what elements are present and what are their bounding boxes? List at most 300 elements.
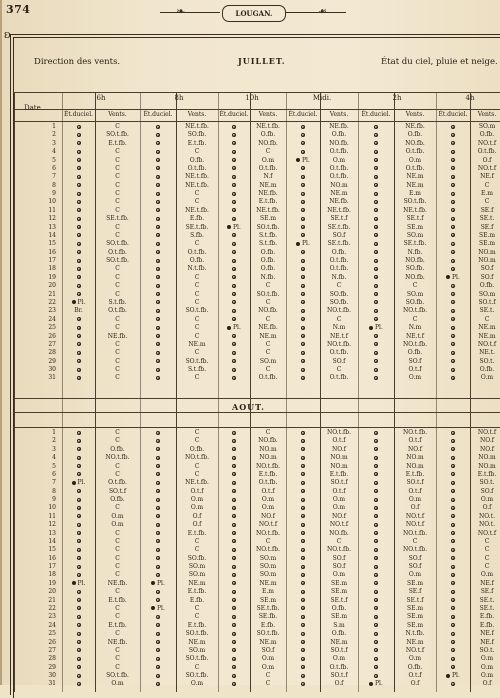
sky-state-icon bbox=[77, 175, 81, 179]
table-row bbox=[0, 257, 500, 265]
wind-cell: E.t.fb. bbox=[405, 470, 425, 478]
sky-cell bbox=[358, 307, 394, 315]
day-number: 4 bbox=[52, 148, 56, 156]
wind-cell: O.fb. bbox=[407, 349, 423, 357]
sky-cell bbox=[358, 639, 394, 647]
day-number: 22 bbox=[48, 298, 56, 306]
sky-state-icon bbox=[232, 275, 236, 279]
wind-cell: C bbox=[115, 646, 120, 654]
sky-state-icon bbox=[374, 342, 378, 346]
sky-state-icon bbox=[374, 523, 378, 527]
sky-state-icon bbox=[232, 233, 236, 237]
sky-cell bbox=[436, 521, 470, 529]
table-row bbox=[0, 571, 500, 579]
sky-cell bbox=[62, 622, 95, 630]
wind-cell: O.f bbox=[482, 680, 492, 688]
sky-state-icon bbox=[232, 359, 236, 363]
wind-cell: O.m bbox=[261, 156, 275, 164]
sky-cell bbox=[358, 538, 394, 546]
wind-cell: C bbox=[336, 282, 342, 290]
table-row bbox=[0, 538, 500, 546]
sky-state-icon bbox=[451, 523, 455, 527]
sky-cell bbox=[436, 664, 470, 672]
sky-state-icon bbox=[232, 539, 236, 543]
wind-cell: O.m bbox=[332, 655, 346, 663]
wind-cell: NE.m bbox=[188, 638, 206, 646]
sky-state-icon bbox=[77, 368, 81, 372]
sky-state-icon bbox=[301, 200, 305, 204]
sky-cell bbox=[358, 580, 394, 588]
wind-cell: NE.m bbox=[259, 332, 277, 340]
wind-cell: O.t.fb. bbox=[329, 148, 349, 156]
sky-cell bbox=[218, 140, 250, 148]
sky-cell bbox=[436, 207, 470, 215]
sky-cell bbox=[436, 265, 470, 273]
wind-cell: NE.fb. bbox=[107, 579, 128, 587]
sky-cell bbox=[62, 341, 95, 349]
sky-cell bbox=[286, 307, 320, 315]
sky-state-icon bbox=[77, 125, 81, 129]
sky-cell bbox=[436, 555, 470, 563]
sky-cell bbox=[436, 182, 470, 190]
sky-cell bbox=[62, 504, 95, 512]
sky-cell: Pl. bbox=[358, 324, 394, 332]
sky-cell bbox=[140, 265, 176, 273]
wind-cell: C bbox=[115, 655, 120, 663]
sky-cell bbox=[62, 463, 95, 471]
wind-cell: C bbox=[115, 663, 120, 671]
table-row bbox=[0, 471, 500, 479]
sky-state-icon bbox=[156, 623, 160, 627]
table-row bbox=[0, 521, 500, 529]
sky-state-icon bbox=[156, 456, 160, 460]
table-row bbox=[0, 333, 500, 341]
sky-cell bbox=[436, 639, 470, 647]
sky-cell bbox=[140, 504, 176, 512]
wind-cell: SO.f bbox=[332, 554, 346, 562]
wind-cell: C bbox=[484, 554, 490, 562]
wind-cell: O.fb. bbox=[189, 257, 205, 265]
sky-cell bbox=[140, 131, 176, 139]
wind-cell: C bbox=[115, 437, 120, 445]
sky-cell bbox=[436, 437, 470, 445]
wind-cell: SE.t.fb. bbox=[106, 215, 129, 223]
sky-state-icon bbox=[77, 250, 81, 254]
sky-state-icon bbox=[77, 208, 81, 212]
wind-cell: NE.m bbox=[188, 579, 206, 587]
sky-state-icon bbox=[451, 317, 455, 321]
wind-cell: NE.t.fb. bbox=[256, 206, 280, 214]
sky-state-icon bbox=[374, 648, 378, 652]
wind-cell: N.f bbox=[263, 173, 273, 181]
sky-state-icon bbox=[232, 489, 236, 493]
sky-cell bbox=[358, 530, 394, 538]
wind-cell: NE.t.fb. bbox=[185, 479, 209, 487]
sky-cell bbox=[218, 479, 250, 487]
wind-cell: O.fb. bbox=[110, 445, 125, 453]
sky-state-icon bbox=[232, 606, 236, 610]
wind-cell: SE.t.fb. bbox=[403, 240, 427, 248]
sky-state-icon bbox=[301, 556, 305, 560]
wind-cell: O.t.f bbox=[332, 437, 346, 445]
wind-cell: C bbox=[194, 298, 200, 306]
sky-cell bbox=[62, 597, 95, 605]
day-number: 31 bbox=[48, 374, 56, 382]
sky-state-icon bbox=[301, 573, 305, 577]
sky-cell bbox=[218, 182, 250, 190]
sky-cell bbox=[436, 249, 470, 257]
sky-state-icon bbox=[451, 309, 455, 313]
wind-cell: NO.t.fb. bbox=[326, 429, 351, 436]
sky-cell bbox=[140, 521, 176, 529]
wind-cell: C bbox=[265, 148, 271, 156]
day-number: 19 bbox=[48, 579, 56, 587]
sky-state-icon bbox=[451, 267, 455, 271]
sky-cell bbox=[218, 190, 250, 198]
wind-cell: O.fb. bbox=[260, 248, 276, 256]
sky-state-icon bbox=[156, 150, 160, 154]
sky-state-icon bbox=[301, 640, 305, 644]
wind-cell: C bbox=[115, 571, 120, 579]
day-number: 18 bbox=[48, 571, 56, 579]
sky-state-icon bbox=[232, 208, 236, 212]
sky-state-icon bbox=[451, 472, 455, 476]
wind-cell: SO.t. bbox=[479, 357, 495, 365]
sky-cell bbox=[218, 165, 250, 173]
wind-cell: C bbox=[484, 546, 490, 554]
wind-cell: C bbox=[194, 273, 200, 281]
sky-cell bbox=[218, 429, 250, 437]
day-number: 10 bbox=[48, 504, 56, 512]
sky-state-icon bbox=[374, 498, 378, 502]
wind-cell: O.m bbox=[111, 512, 124, 520]
sky-state-icon bbox=[451, 208, 455, 212]
wind-cell: SO.fb. bbox=[405, 265, 425, 273]
sky-state-icon bbox=[451, 242, 455, 246]
sky-state-icon bbox=[156, 326, 160, 330]
wind-cell: O.f bbox=[192, 512, 202, 520]
table-row bbox=[0, 504, 500, 512]
sky-cell bbox=[62, 207, 95, 215]
sky-cell bbox=[286, 429, 320, 437]
sky-cell bbox=[62, 173, 95, 181]
wind-cell: O.t.f bbox=[408, 487, 422, 495]
day-number: 19 bbox=[48, 273, 56, 281]
day-number: 26 bbox=[48, 638, 56, 646]
sky-state-icon bbox=[77, 456, 81, 460]
day-number: 17 bbox=[48, 257, 56, 265]
sky-state-icon bbox=[301, 359, 305, 363]
sky-cell bbox=[286, 597, 320, 605]
day-number: 25 bbox=[48, 324, 56, 332]
sky-cell bbox=[62, 530, 95, 538]
wind-cell: C bbox=[265, 282, 271, 290]
wind-cell: C bbox=[412, 315, 418, 323]
wind-cell: O.fb. bbox=[331, 604, 347, 612]
table-row bbox=[0, 307, 500, 315]
wind-cell: O.t.f bbox=[408, 437, 422, 445]
sky-cell bbox=[218, 232, 250, 240]
wind-cell: O.t.fb. bbox=[108, 248, 127, 256]
sky-state-icon bbox=[232, 300, 236, 304]
wind-cell: NE.fb. bbox=[107, 638, 128, 646]
sky-cell bbox=[358, 429, 394, 437]
wind-cell: SO.f bbox=[480, 487, 494, 495]
sky-state-icon bbox=[301, 498, 305, 502]
sky-cell bbox=[140, 437, 176, 445]
wind-cell: O.m bbox=[261, 496, 275, 504]
sky-cell bbox=[358, 249, 394, 257]
sky-state-icon bbox=[77, 275, 81, 279]
table-row bbox=[0, 563, 500, 571]
wind-cell: C bbox=[115, 156, 120, 164]
sky-cell bbox=[436, 630, 470, 638]
wind-cell: S.fb. bbox=[190, 231, 204, 239]
sky-state-icon bbox=[156, 334, 160, 338]
table-row bbox=[0, 274, 500, 282]
running-head: LOUGAN. bbox=[222, 5, 286, 22]
sky-cell bbox=[358, 299, 394, 307]
sky-cell: Pl. bbox=[140, 605, 176, 613]
sky-cell bbox=[436, 571, 470, 579]
sky-cell bbox=[140, 496, 176, 504]
wind-cell: NO.m bbox=[478, 257, 496, 265]
hour-header: 10h bbox=[245, 94, 259, 102]
sky-cell bbox=[286, 198, 320, 206]
sky-state-icon bbox=[232, 183, 236, 187]
wind-cell: NO.f bbox=[332, 445, 346, 453]
sky-cell bbox=[140, 571, 176, 579]
sky-cell bbox=[436, 538, 470, 546]
sky-state-icon bbox=[301, 606, 305, 610]
sky-cell bbox=[140, 374, 176, 382]
sky-cell bbox=[218, 463, 250, 471]
sky-cell bbox=[218, 655, 250, 663]
table-row bbox=[0, 546, 500, 554]
sky-state-icon bbox=[156, 431, 160, 435]
wind-cell: O.m bbox=[408, 571, 422, 579]
sky-cell: Pl. bbox=[62, 299, 95, 307]
sky-cell bbox=[218, 173, 250, 181]
sky-cell bbox=[286, 316, 320, 324]
sky-state-icon bbox=[301, 183, 305, 187]
sky-state-icon bbox=[301, 648, 305, 652]
wind-cell: SO.t.f bbox=[478, 298, 496, 306]
wind-cell: NO.t.fb. bbox=[402, 546, 427, 554]
sky-state-icon bbox=[374, 242, 378, 246]
wind-cell: O.m bbox=[261, 663, 275, 671]
sky-cell bbox=[286, 173, 320, 181]
sky-cell bbox=[218, 488, 250, 496]
wind-cell: NE.f bbox=[480, 638, 494, 646]
sky-state-icon bbox=[451, 606, 455, 610]
table-row bbox=[0, 349, 500, 357]
sky-cell bbox=[140, 291, 176, 299]
wind-cell: NE.t.fb. bbox=[256, 123, 280, 130]
wind-cell: C bbox=[194, 324, 200, 332]
sky-cell bbox=[286, 148, 320, 156]
sky-state-icon bbox=[374, 225, 378, 229]
sky-state-icon bbox=[232, 464, 236, 468]
day-number: 3 bbox=[52, 139, 56, 147]
sky-state-icon bbox=[374, 431, 378, 435]
wind-cell: C bbox=[194, 470, 200, 478]
sky-cell bbox=[436, 546, 470, 554]
sky-state-icon bbox=[451, 456, 455, 460]
sky-cell bbox=[286, 546, 320, 554]
wind-cell: C bbox=[194, 663, 200, 671]
wind-cell: SO.t.fb. bbox=[185, 672, 209, 680]
wind-cell: C bbox=[115, 123, 120, 130]
sky-cell bbox=[436, 513, 470, 521]
wind-cell: SO.m bbox=[188, 571, 206, 579]
ornament-flourish-right: ❧ bbox=[318, 5, 328, 18]
sky-state-icon bbox=[451, 359, 455, 363]
table-row bbox=[0, 366, 500, 374]
sky-cell bbox=[358, 240, 394, 248]
sky-state-icon bbox=[156, 125, 160, 129]
sky-cell bbox=[62, 563, 95, 571]
sky-cell: Pl. bbox=[62, 479, 95, 487]
wind-cell: E.fb. bbox=[189, 215, 205, 223]
sky-state-icon bbox=[374, 464, 378, 468]
wind-cell: SO.m bbox=[259, 554, 277, 562]
sky-state-icon bbox=[77, 472, 81, 476]
wind-cell: O.t.fb. bbox=[329, 663, 349, 671]
month-separator-top bbox=[14, 398, 500, 399]
sky-cell bbox=[140, 182, 176, 190]
sky-cell bbox=[358, 198, 394, 206]
sky-cell bbox=[62, 349, 95, 357]
sky-cell bbox=[286, 605, 320, 613]
wind-cell: O.t.fb. bbox=[258, 479, 278, 487]
sky-cell bbox=[62, 613, 95, 621]
sky-state-icon bbox=[156, 472, 160, 476]
sky-cell bbox=[218, 366, 250, 374]
wind-cell: SE.m bbox=[330, 579, 348, 587]
sky-state-icon bbox=[232, 250, 236, 254]
hour-header: Midi. bbox=[312, 94, 332, 102]
sky-cell bbox=[62, 333, 95, 341]
wind-cell: E.fb. bbox=[479, 613, 495, 621]
sky-cell bbox=[62, 240, 95, 248]
sky-cell bbox=[286, 349, 320, 357]
sky-state-icon bbox=[374, 317, 378, 321]
wind-cell: SO.f bbox=[332, 231, 346, 239]
table-row bbox=[0, 622, 500, 630]
sky-cell bbox=[218, 374, 250, 382]
sky-cell bbox=[62, 454, 95, 462]
wind-cell: NO.t.fb. bbox=[402, 429, 427, 436]
wind-cell: E.t.fb. bbox=[329, 470, 349, 478]
wind-cell: C bbox=[115, 164, 120, 172]
wind-cell: E.m bbox=[409, 190, 421, 198]
sky-state-icon bbox=[301, 326, 305, 330]
sky-cell bbox=[140, 655, 176, 663]
sky-cell bbox=[358, 597, 394, 605]
sky-cell bbox=[140, 588, 176, 596]
sky-cell bbox=[436, 446, 470, 454]
wind-cell: SE.fb. bbox=[258, 613, 278, 621]
sky-state-icon bbox=[77, 514, 81, 518]
sky-state-icon bbox=[301, 309, 305, 313]
table-row bbox=[0, 605, 500, 613]
sky-cell bbox=[218, 316, 250, 324]
sky-cell bbox=[218, 664, 250, 672]
sky-cell bbox=[286, 437, 320, 445]
wind-cell: C bbox=[336, 366, 342, 374]
sky-state-icon bbox=[301, 565, 305, 569]
sky-state-icon bbox=[301, 481, 305, 485]
sky-cell bbox=[358, 664, 394, 672]
day-number: 2 bbox=[52, 437, 56, 445]
sky-state-icon bbox=[374, 200, 378, 204]
sky-state-icon bbox=[301, 439, 305, 443]
wind-cell: O.m bbox=[332, 504, 346, 512]
sky-state-icon bbox=[374, 359, 378, 363]
wind-cell: SE.m bbox=[478, 231, 496, 239]
sky-state-icon bbox=[301, 632, 305, 636]
day-number: 6 bbox=[52, 470, 56, 478]
sky-state-icon bbox=[301, 300, 305, 304]
sky-cell bbox=[286, 555, 320, 563]
table-row bbox=[0, 299, 500, 307]
sky-cell bbox=[140, 471, 176, 479]
sky-cell bbox=[436, 496, 470, 504]
wind-cell: SE.m bbox=[478, 240, 496, 248]
sky-state-icon bbox=[77, 158, 81, 162]
wind-cell: O.fb. bbox=[260, 265, 276, 273]
table-row bbox=[0, 224, 500, 232]
sky-cell bbox=[436, 148, 470, 156]
sky-state-icon bbox=[301, 150, 305, 154]
sky-cell bbox=[286, 207, 320, 215]
wind-cell: O.fb. bbox=[479, 131, 495, 139]
sky-state-icon bbox=[374, 175, 378, 179]
wind-cell: O.fb. bbox=[479, 366, 495, 374]
sky-state-icon bbox=[451, 514, 455, 518]
wind-cell: SE.t. bbox=[479, 307, 495, 315]
day-number: 10 bbox=[48, 198, 56, 206]
sky-state-icon bbox=[374, 141, 378, 145]
table-row bbox=[0, 198, 500, 206]
sky-state-icon bbox=[451, 141, 455, 145]
sky-state-icon bbox=[77, 439, 81, 443]
sky-state-icon bbox=[77, 225, 81, 229]
table-row bbox=[0, 282, 500, 290]
wind-cell: C bbox=[115, 324, 120, 332]
sky-cell bbox=[286, 190, 320, 198]
day-number: 9 bbox=[52, 190, 56, 198]
sky-state-icon bbox=[301, 472, 305, 476]
sky-state-icon bbox=[156, 531, 160, 535]
sky-state-icon bbox=[156, 481, 160, 485]
wind-cell: C bbox=[115, 315, 120, 323]
sky-cell bbox=[140, 316, 176, 324]
day-number: 31 bbox=[48, 680, 56, 688]
sky-cell bbox=[140, 366, 176, 374]
sky-state-icon bbox=[374, 166, 378, 170]
sky-state-icon bbox=[301, 208, 305, 212]
table-row bbox=[0, 479, 500, 487]
sub-header-vents: Vents. bbox=[258, 111, 278, 118]
day-number: 11 bbox=[48, 512, 56, 520]
sky-cell: Pl. bbox=[62, 580, 95, 588]
sky-state-icon bbox=[232, 439, 236, 443]
wind-cell: O.m bbox=[261, 655, 275, 663]
wind-cell: O.t.fb. bbox=[329, 257, 349, 265]
sky-cell bbox=[286, 630, 320, 638]
